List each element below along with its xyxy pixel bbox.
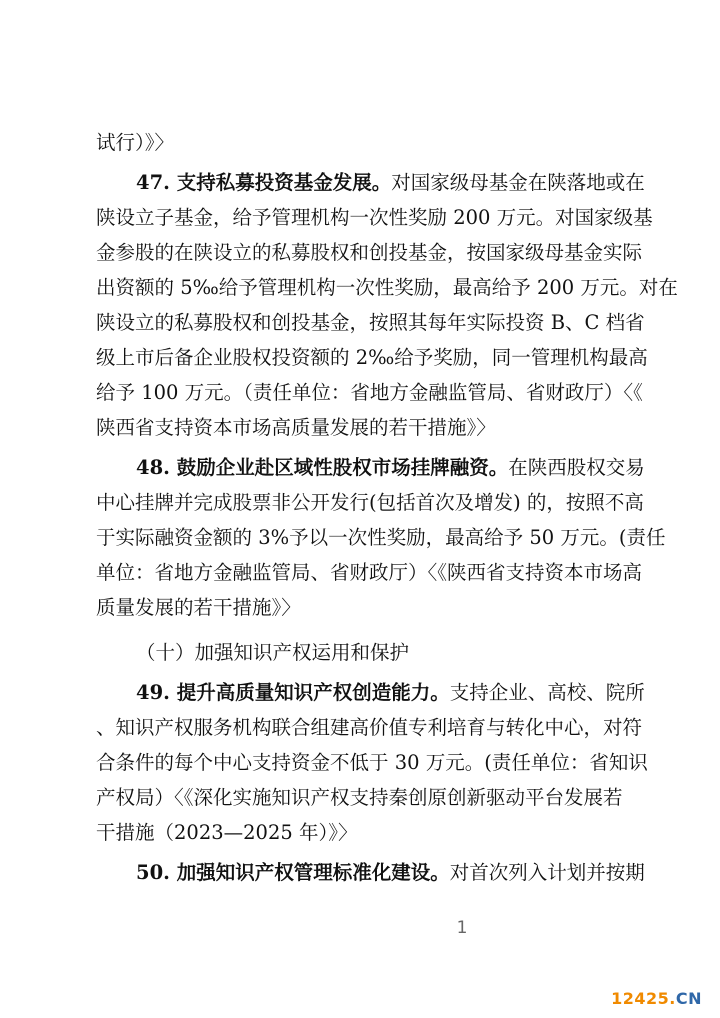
watermark-suffix: CN: [675, 989, 702, 1008]
text-line: [96, 378, 643, 408]
line-text: 质量发展的若干措施》〉: [96, 596, 301, 619]
line-text: 陕设立子基金，给予管理机构一次性奖励 200 万元。对国家级基: [96, 206, 653, 229]
line-text: 出资额的 5‰给予管理机构一次性奖励，最高给予 200 万元。对在: [96, 276, 678, 299]
page-number: 1: [456, 918, 468, 938]
site-watermark: [611, 989, 702, 1008]
text-line: [96, 818, 630, 848]
item-50-title: 50. 加强知识产权管理标准化建设。: [136, 861, 450, 884]
paragraph-49-heading-line: [136, 678, 645, 708]
paragraph-48-heading-line: [136, 453, 645, 483]
text-line: [96, 343, 648, 373]
line-text: 于实际融资金额的 3%予以一次性奖励，最高给予 50 万元。(责任: [96, 526, 666, 549]
section-title: （十）加强知识产权运用和保护: [136, 641, 410, 664]
text-line: [96, 593, 630, 623]
text-line: [96, 203, 653, 233]
text-line: [96, 413, 630, 443]
text-line: [96, 308, 645, 338]
text-line: [96, 488, 644, 518]
line-text: 给予 100 万元。（责任单位：省地方金融监管局、省财政厅）〈《: [96, 381, 643, 404]
paragraph-47-heading-line: [136, 168, 645, 198]
line-text: 中心挂牌并完成股票非公开发行(包括首次及增发) 的，按照不高: [96, 491, 644, 514]
text-line: [96, 748, 648, 778]
line-text: 陕西省支持资本市场高质量发展的若干措施》〉: [96, 416, 496, 439]
item-48-title: 48. 鼓励企业赴区域性股权市场挂牌融资。: [136, 456, 509, 479]
line-text: 、知识产权服务机构联合组建高价值专利培育与转化中心，对符: [96, 716, 643, 739]
line-text: 陕设立的私募股权和创投基金，按照其每年实际投资 B、C 档省: [96, 311, 645, 334]
line-text: 单位：省地方金融监管局、省财政厅）〈《陕西省支持资本市场高: [96, 561, 643, 584]
line-text: 支持企业、高校、院所: [449, 681, 645, 704]
line-text: 金参股的在陕设立的私募股权和创投基金，按国家级母基金实际: [96, 241, 643, 264]
line-text: 试行）》〉: [96, 131, 175, 154]
line-text: 干措施（2023—2025 年）》〉: [96, 821, 358, 844]
text-line: [96, 128, 630, 158]
line-text: 对首次列入计划并按期: [449, 861, 645, 884]
item-47-title: 47. 支持私募投资基金发展。: [136, 171, 392, 194]
watermark-number: 12425: [611, 989, 670, 1008]
line-text: 产权局）〈《深化实施知识产权支持秦创原创新驱动平台发展若: [96, 786, 623, 809]
item-49-title: 49. 提升高质量知识产权创造能力。: [136, 681, 450, 704]
section-heading: [136, 638, 630, 668]
text-line: [96, 273, 678, 303]
line-text: 对国家级母基金在陕落地或在: [391, 171, 645, 194]
watermark-dot: .: [669, 989, 676, 1008]
text-line: [96, 713, 643, 743]
line-text: 合条件的每个中心支持资金不低于 30 万元。(责任单位：省知识: [96, 751, 648, 774]
text-line: [96, 523, 666, 553]
text-line: [96, 558, 643, 588]
text-line: [96, 238, 643, 268]
text-line: [96, 783, 630, 813]
paragraph-50-heading-line: [136, 858, 645, 888]
line-text: 在陕西股权交易: [508, 456, 645, 479]
line-text: 级上市后备企业股权投资额的 2‰给予奖励，同一管理机构最高: [96, 346, 648, 369]
